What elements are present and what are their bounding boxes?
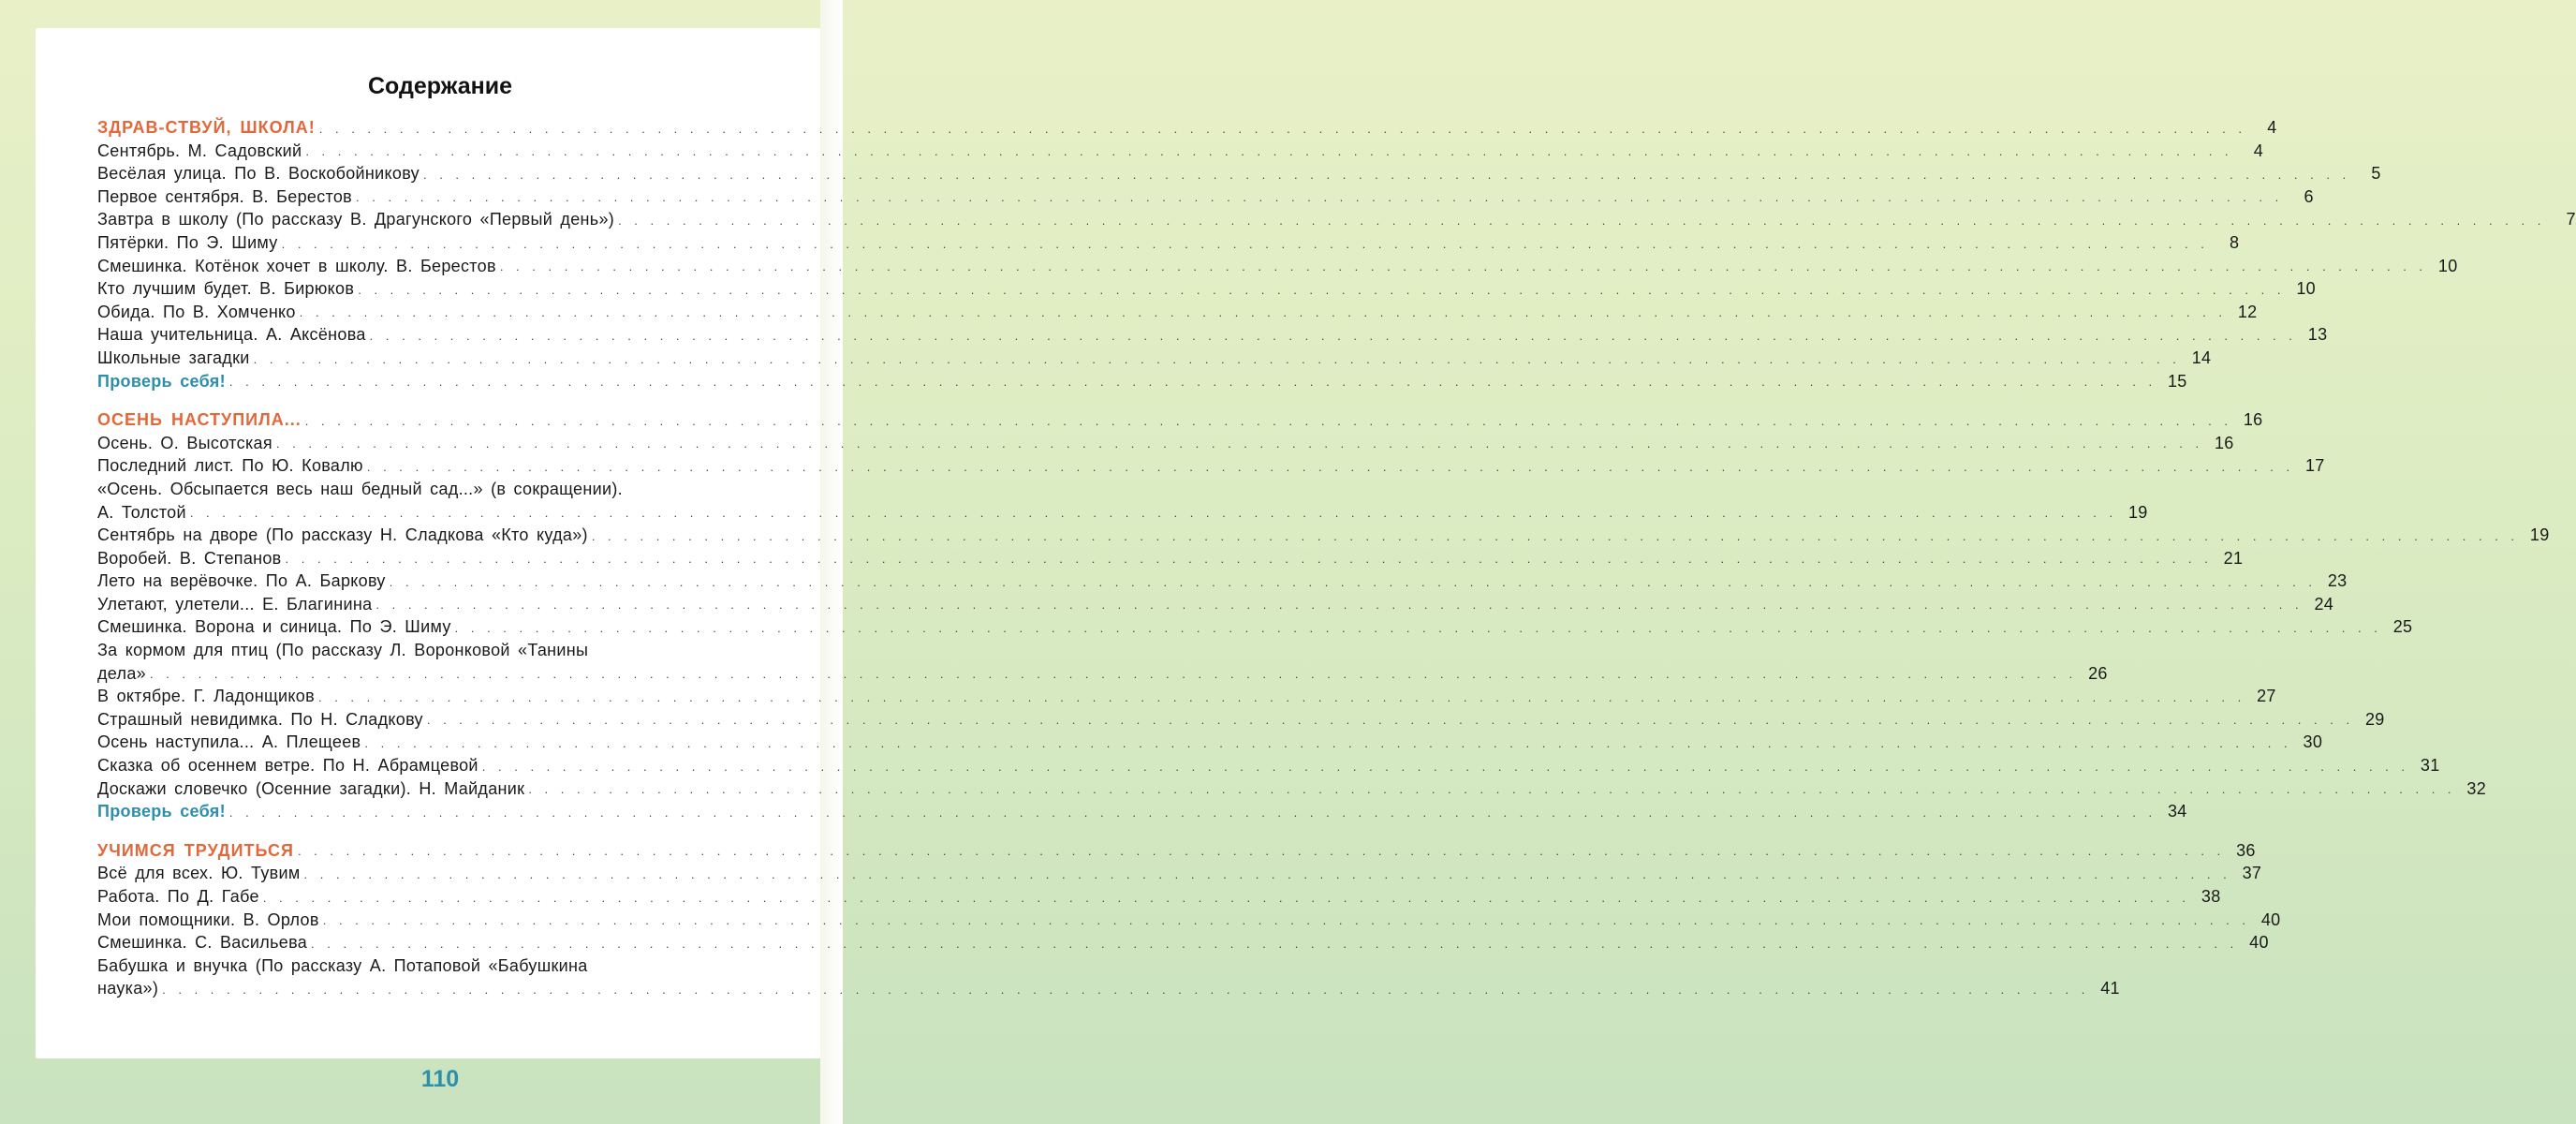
- toc-entry-title: В октябре. Г. Ладонщиков: [97, 687, 315, 706]
- dot-leader: . . . . . . . . . . . . . . . . . . . . . . . . . . . . . . . . . . . . . . . . . . . . . . . . . . . . . . . . . . . . . . . . . . . . . . . . . . . . . . . . . . . . . . . . . . . . . . . . . . . . . . . . . . . . . . . . . . . . . . . .: [356, 190, 2282, 205]
- toc-entry-page: 40: [2249, 933, 2269, 953]
- toc-entry[interactable]: [97, 931, 2269, 954]
- toc-entry[interactable]: [97, 185, 2314, 209]
- dot-leader: . . . . . . . . . . . . . . . . . . . . . . . . . . . . . . . . . . . . . . . . . . . . . . . . . . . . . . . . . . . . . . . . . . . . . . . . . . . . . . . . . . . . . . . . . . . . . . . . . . . . . . . . . . . . . . . . . . . . . . . .: [528, 782, 2455, 797]
- toc-entry-continued-title: А. Толстой: [97, 502, 186, 522]
- toc-entry-title: Осень. О. Высотская: [97, 433, 272, 452]
- toc-entry-page: 24: [2314, 594, 2334, 614]
- toc-entry[interactable]: [97, 323, 2328, 347]
- toc-entry[interactable]: [97, 593, 2334, 616]
- toc-entry-page: 13: [2307, 325, 2328, 345]
- toc-entry-title: Улетают, улетели... Е. Благинина: [97, 594, 373, 614]
- dot-leader: . . . . . . . . . . . . . . . . . . . . . . . . . . . . . . . . . . . . . . . . . . . . . . . . . . . . . . . . . . . . . . . . . . . . . . . . . . . . . . . . . . . . . . . . . . . . . . . . . . . . . . . . . . . . . . . . . . . . . . . .: [591, 528, 2518, 543]
- dot-leader: . . . . . . . . . . . . . . . . . . . . . . . . . . . . . . . . . . . . . . . . . . . . . . . . . . . . . . . . . . . . . . . . . . . . . . . . . . . . . . . . . . . . . . . . . . . . . . . . . . . . . . . . . . . . . . . . . . . . . . . .: [454, 621, 2381, 636]
- dot-leader: . . . . . . . . . . . . . . . . . . . . . . . . . . . . . . . . . . . . . . . . . . . . . . . . . . . . . . . . . . . . . . . . . . . . . . . . . . . . . . . . . . . . . . . . . . . . . . . . . . . . . . . . . . . . . . . . . . . . . . . .: [253, 351, 2180, 366]
- section-heading[interactable]: [97, 839, 2256, 863]
- page-title: Содержание: [367, 73, 513, 99]
- toc-entry-page: 12: [2237, 302, 2258, 321]
- toc-entry-title: Последний лист. По Ю. Ковалю: [97, 456, 363, 476]
- toc-entry-title: Мои помощники. В. Орлов: [97, 910, 319, 929]
- dot-leader: . . . . . . . . . . . . . . . . . . . . . . . . . . . . . . . . . . . . . . . . . . . . . . . . . . . . . . . . . . . . . . . . . . . . . . . . . . . . . . . . . . . . . . . . . . . . . . . . . . . . . . . . . . . . . . . . . . . . . . . .: [149, 667, 2076, 682]
- toc-entry-title: Завтра в школу (По рассказу В. Драгунского «Первый день»): [97, 210, 615, 229]
- toc-entry[interactable]: [97, 524, 2550, 547]
- toc-entry[interactable]: [97, 301, 2258, 324]
- table-of-contents: [97, 116, 2576, 1016]
- toc-entry[interactable]: [97, 432, 2234, 455]
- section-heading-title: ЗДРАВ-СТВУЙ, ШКОЛА!: [97, 118, 316, 137]
- section-heading[interactable]: [97, 408, 2263, 432]
- toc-entry-page: 38: [2201, 887, 2221, 906]
- section-heading-page: 16: [2243, 410, 2263, 430]
- dot-leader: . . . . . . . . . . . . . . . . . . . . . . . . . . . . . . . . . . . . . . . . . . . . . . . . . . . . . . . . . . . . . . . . . . . . . . . . . . . . . . . . . . . . . . . . . . . . . . . . . . . . . . . . . . . . . . . . . . . . . . . .: [366, 459, 2293, 474]
- dot-leader: . . . . . . . . . . . . . . . . . . . . . . . . . . . . . . . . . . . . . . . . . . . . . . . . . . . . . . . . . . . . . . . . . . . . . . . . . . . . . . . . . . . . . . . . . . . . . . . . . . . . . . . . . . . . . . . . . . . . . . . .: [322, 913, 2249, 928]
- toc-entry-title: Сентябрь. М. Садовский: [97, 140, 302, 160]
- toc-entry-title: Первое сентября. В. Берестов: [97, 186, 353, 206]
- toc-entry-title: Всё для всех. Ю. Тувим: [97, 864, 301, 883]
- toc-entry-continued-title: дела»: [97, 663, 146, 683]
- toc-entry[interactable]: [97, 162, 2381, 185]
- section-heading-title: УЧИМСЯ ТРУДИТЬСЯ: [97, 840, 294, 860]
- dot-leader: . . . . . . . . . . . . . . . . . . . . . . . . . . . . . . . . . . . . . . . . . . . . . . . . . . . . . . . . . . . . . . . . . . . . . . . . . . . . . . . . . . . . . . . . . . . . . . . . . . . . . . . . . . . . . . . . . . . . . . . .: [364, 736, 2291, 751]
- toc-entry-page: 23: [2327, 571, 2348, 591]
- toc-entry[interactable]: [97, 754, 2440, 777]
- toc-entry-title: За кормом для птиц (По рассказу Л. Воронковой «Танины: [97, 641, 589, 660]
- toc-entry-page: 4: [2253, 140, 2264, 160]
- dot-leader: . . . . . . . . . . . . . . . . . . . . . . . . . . . . . . . . . . . . . . . . . . . . . . . . . . . . . . . . . . . . . . . . . . . . . . . . . . . . . . . . . . . . . . . . . . . . . . . . . . . . . . . . . . . . . . . . . . . . . . . .: [499, 259, 2426, 274]
- toc-entry-continued[interactable]: [97, 662, 2108, 686]
- toc-entry-page: 10: [2437, 256, 2458, 275]
- toc-entry[interactable]: [97, 954, 785, 978]
- dot-leader: . . . . . . . . . . . . . . . . . . . . . . . . . . . . . . . . . . . . . . . . . . . . . . . . . . . . . . . . . . . . . . . . . . . . . . . . . . . . . . . . . . . . . . . . . . . . . . . . . . . . . . . . . . . . . . . . . . . . . . . .: [299, 305, 2226, 320]
- dot-leader: . . . . . . . . . . . . . . . . . . . . . . . . . . . . . . . . . . . . . . . . . . . . . . . . . . . . . . . . . . . . . . . . . . . . . . . . . . . . . . . . . . . . . . . . . . . . . . . . . . . . . . . . . . . . . . . . . . . . . . . .: [162, 982, 2088, 997]
- toc-entry-page: 27: [2257, 687, 2276, 706]
- toc-entry-title: Сентябрь на дворе (По рассказу Н. Сладкова «Кто куда»): [97, 525, 588, 545]
- toc-entry-title: Наша учительница. А. Аксёнова: [97, 325, 366, 345]
- toc-entry[interactable]: [97, 347, 2212, 370]
- dot-leader: . . . . . . . . . . . . . . . . . . . . . . . . . . . . . . . . . . . . . . . . . . . . . . . . . . . . . . . . . . . . . . . . . . . . . . . . . . . . . . . . . . . . . . . . . . . . . . . . . . . . . . . . . . . . . . . . . . . . . . . .: [275, 436, 2202, 451]
- toc-entry[interactable]: [97, 478, 785, 501]
- toc-entry[interactable]: [97, 685, 2276, 708]
- dot-leader: . . . . . . . . . . . . . . . . . . . . . . . . . . . . . . . . . . . . . . . . . . . . . . . . . . . . . . . . . . . . . . . . . . . . . . . . . . . . . . . . . . . . . . . . . . . . . . . . . . . . . . . . . . . . . . . . . . . . . . . .: [262, 890, 2189, 905]
- toc-entry-title: Обида. По В. Хомченко: [97, 302, 296, 321]
- toc-entry[interactable]: [97, 777, 2487, 801]
- toc-section: [97, 839, 2281, 1000]
- dot-leader: . . . . . . . . . . . . . . . . . . . . . . . . . . . . . . . . . . . . . . . . . . . . . . . . . . . . . . . . . . . . . . . . . . . . . . . . . . . . . . . . . . . . . . . . . . . . . . . . . . . . . . . . . . . . . . . . . . . . . . . .: [317, 689, 2245, 704]
- dot-leader: . . . . . . . . . . . . . . . . . . . . . . . . . . . . . . . . . . . . . . . . . . . . . . . . . . . . . . . . . . . . . . . . . . . . . . . . . . . . . . . . . . . . . . . . . . . . . . . . . . . . . . . . . . . . . . . . . . . . . . . .: [358, 282, 2284, 297]
- toc-entry[interactable]: [97, 547, 2244, 570]
- toc-entry[interactable]: [97, 708, 2385, 732]
- dot-leader: . . . . . . . . . . . . . . . . . . . . . . . . . . . . . . . . . . . . . . . . . . . . . . . . . . . . . . . . . . . . . . . . . . . . . . . . . . . . . . . . . . . . . . . . . . . . . . . . . . . . . . . . . . . . . . . . . . . . . . . .: [285, 552, 2212, 567]
- self-check-entry-title: Проверь себя!: [97, 371, 226, 391]
- self-check-entry-page: 15: [2168, 371, 2187, 391]
- toc-entry-title: Страшный невидимка. По Н. Сладкову: [97, 709, 423, 729]
- toc-entry-title: Сказка об осеннем ветре. По Н. Абрамцевой: [97, 756, 478, 776]
- toc-entry-page: 29: [2364, 709, 2385, 729]
- toc-entry-continued[interactable]: [97, 501, 2148, 525]
- toc-entry-page: 32: [2466, 778, 2487, 798]
- toc-entry-page: 19: [2529, 525, 2550, 545]
- section-heading-title: ОСЕНЬ НАСТУПИЛА...: [97, 410, 302, 430]
- toc-entry-page: 7: [2566, 210, 2576, 229]
- toc-entry-page: 31: [2420, 756, 2440, 776]
- toc-entry-title: Смешинка. С. Васильева: [97, 933, 308, 953]
- dot-leader: . . . . . . . . . . . . . . . . . . . . . . . . . . . . . . . . . . . . . . . . . . . . . . . . . . . . . . . . . . . . . . . . . . . . . . . . . . . . . . . . . . . . . . . . . . . . . . . . . . . . . . . . . . . . . . . . . . . . . . . .: [618, 213, 2544, 228]
- dot-leader: . . . . . . . . . . . . . . . . . . . . . . . . . . . . . . . . . . . . . . . . . . . . . . . . . . . . . . . . . . . . . . . . . . . . . . . . . . . . . . . . . . . . . . . . . . . . . . . . . . . . . . . . . . . . . . . . . . . . . . . .: [311, 936, 2237, 951]
- dot-leader: . . . . . . . . . . . . . . . . . . . . . . . . . . . . . . . . . . . . . . . . . . . . . . . . . . . . . . . . . . . . . . . . . . . . . . . . . . . . . . . . . . . . . . . . . . . . . . . . . . . . . . . . . . . . . . . . . . . . . . . .: [304, 413, 2231, 428]
- toc-entry-title: Кто лучшим будет. В. Бирюков: [97, 279, 355, 299]
- toc-entry[interactable]: [97, 862, 2262, 885]
- toc-entry-page: 30: [2303, 732, 2323, 752]
- dot-leader: . . . . . . . . . . . . . . . . . . . . . . . . . . . . . . . . . . . . . . . . . . . . . . . . . . . . . . . . . . . . . . . . . . . . . . . . . . . . . . . . . . . . . . . . . . . . . . . . . . . . . . . . . . . . . . . . . . . . . . . .: [481, 759, 2408, 774]
- toc-entry-title: Весёлая улица. По В. Воскобойникову: [97, 164, 420, 184]
- toc-entry-title: Работа. По Д. Габе: [97, 887, 259, 906]
- toc-entry-page: 6: [2304, 186, 2314, 206]
- dot-leader: . . . . . . . . . . . . . . . . . . . . . . . . . . . . . . . . . . . . . . . . . . . . . . . . . . . . . . . . . . . . . . . . . . . . . . . . . . . . . . . . . . . . . . . . . . . . . . . . . . . . . . . . . . . . . . . . . . . . . . . .: [228, 805, 2156, 820]
- self-check-entry[interactable]: [97, 800, 2187, 823]
- toc-entry-page: 25: [2392, 617, 2413, 637]
- toc-entry-continued-title: наука»): [97, 979, 159, 998]
- toc-entry[interactable]: [97, 277, 2316, 301]
- toc-entry[interactable]: [97, 731, 2323, 754]
- toc-section: [97, 116, 2576, 392]
- dot-leader: . . . . . . . . . . . . . . . . . . . . . . . . . . . . . . . . . . . . . . . . . . . . . . . . . . . . . . . . . . . . . . . . . . . . . . . . . . . . . . . . . . . . . . . . . . . . . . . . . . . . . . . . . . . . . . . . . . . . . . . .: [189, 506, 2116, 521]
- toc-entry[interactable]: [97, 909, 2281, 932]
- toc-entry-page: 5: [2371, 164, 2381, 184]
- dot-leader: . . . . . . . . . . . . . . . . . . . . . . . . . . . . . . . . . . . . . . . . . . . . . . . . . . . . . . . . . . . . . . . . . . . . . . . . . . . . . . . . . . . . . . . . . . . . . . . . . . . . . . . . . . . . . . . . . . . . . . . .: [389, 574, 2316, 589]
- dot-leader: . . . . . . . . . . . . . . . . . . . . . . . . . . . . . . . . . . . . . . . . . . . . . . . . . . . . . . . . . . . . . . . . . . . . . . . . . . . . . . . . . . . . . . . . . . . . . . . . . . . . . . . . . . . . . . . . . . . . . . . .: [369, 328, 2296, 343]
- dot-leader: . . . . . . . . . . . . . . . . . . . . . . . . . . . . . . . . . . . . . . . . . . . . . . . . . . . . . . . . . . . . . . . . . . . . . . . . . . . . . . . . . . . . . . . . . . . . . . . . . . . . . . . . . . . . . . . . . . . . . . . .: [422, 167, 2349, 182]
- toc-entry-title: Лето на верёвочке. По А. Баркову: [97, 571, 386, 591]
- toc-entry[interactable]: [97, 615, 2413, 639]
- toc-entry[interactable]: [97, 454, 2325, 478]
- toc-entry-title: Осень наступила... А. Плещеев: [97, 732, 361, 752]
- toc-entry[interactable]: [97, 569, 2348, 593]
- section-heading-page: 36: [2236, 840, 2256, 860]
- dot-leader: . . . . . . . . . . . . . . . . . . . . . . . . . . . . . . . . . . . . . . . . . . . . . . . . . . . . . . . . . . . . . . . . . . . . . . . . . . . . . . . . . . . . . . . . . . . . . . . . . . . . . . . . . . . . . . . . . . . . . . . .: [281, 236, 2208, 251]
- toc-entry-title: «Осень. Обсыпается весь наш бедный сад...» (в сокращении).: [97, 479, 623, 498]
- dot-leader: . . . . . . . . . . . . . . . . . . . . . . . . . . . . . . . . . . . . . . . . . . . . . . . . . . . . . . . . . . . . . . . . . . . . . . . . . . . . . . . . . . . . . . . . . . . . . . . . . . . . . . . . . . . . . . . . . . . . . . . .: [426, 713, 2353, 728]
- dot-leader: . . . . . . . . . . . . . . . . . . . . . . . . . . . . . . . . . . . . . . . . . . . . . . . . . . . . . . . . . . . . . . . . . . . . . . . . . . . . . . . . . . . . . . . . . . . . . . . . . . . . . . . . . . . . . . . . . . . . . . . .: [375, 598, 2303, 613]
- toc-entry-title: Смешинка. Ворона и синица. По Э. Шиму: [97, 617, 451, 637]
- toc-entry-page: 21: [2223, 548, 2244, 568]
- dot-leader: . . . . . . . . . . . . . . . . . . . . . . . . . . . . . . . . . . . . . . . . . . . . . . . . . . . . . . . . . . . . . . . . . . . . . . . . . . . . . . . . . . . . . . . . . . . . . . . . . . . . . . . . . . . . . . . . . . . . . . . .: [303, 867, 2230, 881]
- dot-leader: . . . . . . . . . . . . . . . . . . . . . . . . . . . . . . . . . . . . . . . . . . . . . . . . . . . . . . . . . . . . . . . . . . . . . . . . . . . . . . . . . . . . . . . . . . . . . . . . . . . . . . . . . . . . . . . . . . . . . . . .: [297, 844, 2224, 859]
- page-number: 110: [420, 1066, 460, 1092]
- self-check-entry-page: 34: [2168, 802, 2187, 821]
- toc-entry-continued-page: 19: [2127, 502, 2148, 522]
- toc-entry-page: 16: [2214, 433, 2234, 452]
- dot-leader: . . . . . . . . . . . . . . . . . . . . . . . . . . . . . . . . . . . . . . . . . . . . . . . . . . . . . . . . . . . . . . . . . . . . . . . . . . . . . . . . . . . . . . . . . . . . . . . . . . . . . . . . . . . . . . . . . . . . . . . .: [305, 144, 2232, 159]
- toc-entry-page: 10: [2296, 279, 2316, 299]
- dot-leader: . . . . . . . . . . . . . . . . . . . . . . . . . . . . . . . . . . . . . . . . . . . . . . . . . . . . . . . . . . . . . . . . . . . . . . . . . . . . . . . . . . . . . . . . . . . . . . . . . . . . . . . . . . . . . . . . . . . . . . . .: [228, 375, 2156, 390]
- self-check-entry[interactable]: [97, 370, 2187, 393]
- toc-entry[interactable]: [97, 639, 785, 662]
- toc-entry-title: Доскажи словечко (Осенние загадки). Н. Майданик: [97, 778, 525, 798]
- toc-entry-title: Бабушка и внучка (По рассказу А. Потаповой «Бабушкина: [97, 955, 588, 975]
- toc-entry-page: 8: [2230, 232, 2240, 252]
- toc-entry[interactable]: [97, 255, 2458, 278]
- toc-entry-page: 14: [2191, 348, 2212, 367]
- toc-entry-continued[interactable]: [97, 977, 2120, 1000]
- toc-entry[interactable]: [97, 231, 2240, 255]
- toc-entry[interactable]: [97, 208, 2576, 231]
- dot-leader: . . . . . . . . . . . . . . . . . . . . . . . . . . . . . . . . . . . . . . . . . . . . . . . . . . . . . . . . . . . . . . . . . . . . . . . . . . . . . . . . . . . . . . . . . . . . . . . . . . . . . . . . . . . . . . . . . . . . . . . .: [318, 121, 2245, 136]
- toc-entry-continued-page: 41: [2100, 979, 2120, 998]
- toc-entry[interactable]: [97, 140, 2264, 163]
- toc-entry-title: Смешинка. Котёнок хочет в школу. В. Берестов: [97, 256, 496, 275]
- toc-entry-title: Пятёрки. По Э. Шиму: [97, 232, 278, 252]
- toc-entry-page: 40: [2260, 910, 2281, 929]
- self-check-entry-title: Проверь себя!: [97, 802, 226, 821]
- toc-entry-page: 17: [2304, 456, 2325, 476]
- section-heading[interactable]: [97, 116, 2277, 140]
- toc-entry-page: 37: [2242, 864, 2262, 883]
- toc-entry-continued-page: 26: [2088, 663, 2108, 683]
- toc-entry-title: Воробей. В. Степанов: [97, 548, 282, 568]
- toc-entry-title: Школьные загадки: [97, 348, 250, 367]
- section-heading-page: 4: [2267, 118, 2277, 137]
- toc-entry[interactable]: [97, 885, 2221, 909]
- toc-section: [97, 408, 2550, 823]
